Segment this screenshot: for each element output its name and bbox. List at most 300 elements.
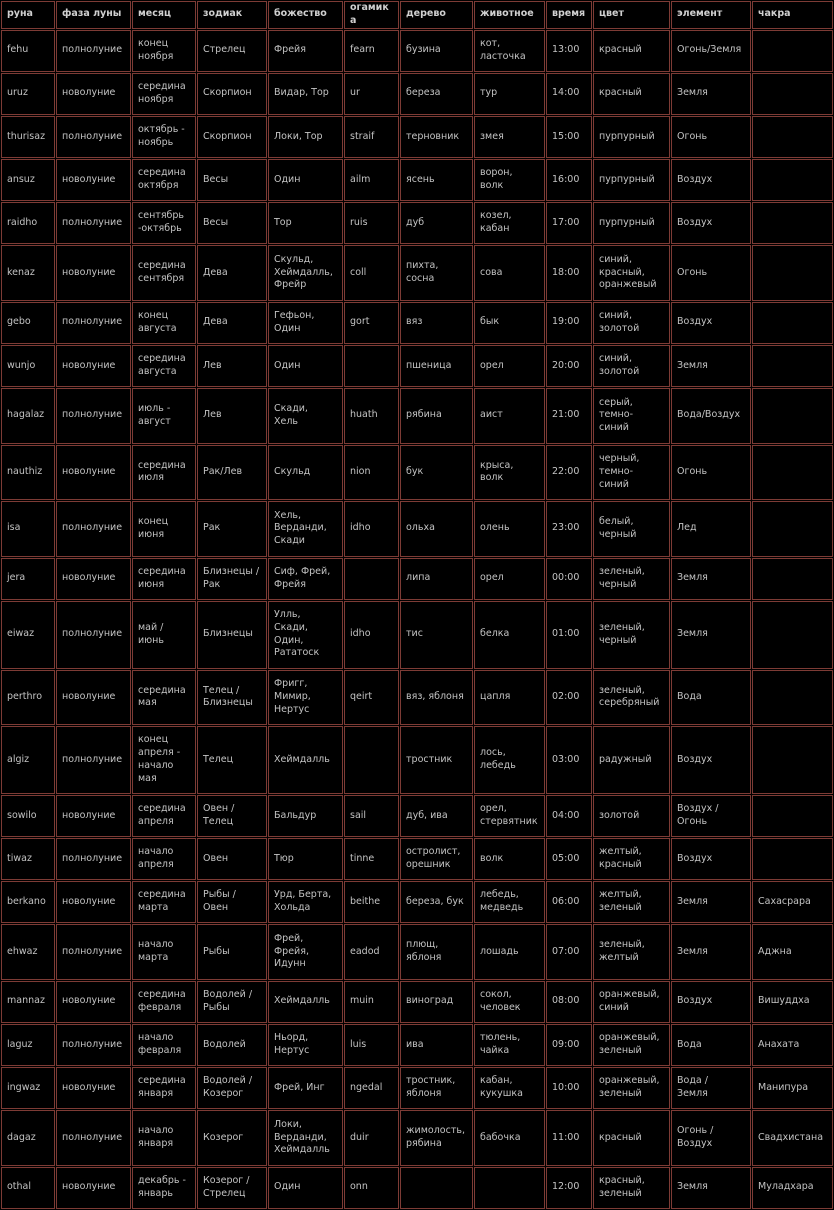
- cell-chakra: [752, 445, 833, 501]
- cell-ogham: luis: [344, 1024, 399, 1066]
- cell-moon-phase: новолуние: [56, 1167, 131, 1209]
- cell-moon-phase: полнолуние: [56, 30, 131, 72]
- cell-chakra: [752, 73, 833, 115]
- cell-ogham: ngedal: [344, 1067, 399, 1109]
- cell-deity: Бальдур: [268, 795, 343, 837]
- cell-deity: Локи, Верданди, Хеймдалль: [268, 1110, 343, 1166]
- cell-deity: Урд, Берта, Хольда: [268, 881, 343, 923]
- table-row: [1, 73, 833, 115]
- cell-moon-phase: новолуние: [56, 795, 131, 837]
- cell-rune: hagalaz: [1, 388, 55, 444]
- cell-color: серый, темно- синий: [593, 388, 670, 444]
- table-row: [1, 30, 833, 72]
- table-row: [1, 1167, 833, 1209]
- cell-element: Земля: [671, 1167, 751, 1209]
- cell-moon-phase: новолуние: [56, 345, 131, 387]
- cell-zodiac: Овен / Телец: [197, 795, 267, 837]
- cell-ogham: gort: [344, 302, 399, 344]
- cell-tree: липа: [400, 558, 473, 600]
- cell-element: Земля: [671, 558, 751, 600]
- cell-ogham: sail: [344, 795, 399, 837]
- cell-chakra: [752, 302, 833, 344]
- cell-element: Вода: [671, 1024, 751, 1066]
- cell-zodiac: Водолей: [197, 1024, 267, 1066]
- table-row: [1, 881, 833, 923]
- cell-color: желтый, зеленый: [593, 881, 670, 923]
- cell-month: середина ноября: [132, 73, 196, 115]
- cell-ogham: huath: [344, 388, 399, 444]
- cell-rune: mannaz: [1, 981, 55, 1023]
- cell-ogham: qeirt: [344, 670, 399, 726]
- cell-rune: kenaz: [1, 245, 55, 301]
- cell-zodiac: Козерог / Стрелец: [197, 1167, 267, 1209]
- cell-chakra: Анахата: [752, 1024, 833, 1066]
- cell-time: 00:00: [546, 558, 592, 600]
- cell-tree: жимолость, рябина: [400, 1110, 473, 1166]
- cell-rune: gebo: [1, 302, 55, 344]
- cell-rune: algiz: [1, 726, 55, 794]
- cell-time: 02:00: [546, 670, 592, 726]
- cell-month: середина февраля: [132, 981, 196, 1023]
- cell-color: желтый, красный: [593, 838, 670, 880]
- cell-color: зеленый, желтый: [593, 924, 670, 980]
- cell-element: Воздух: [671, 302, 751, 344]
- cell-animal: лошадь: [474, 924, 545, 980]
- cell-animal: тюлень, чайка: [474, 1024, 545, 1066]
- cell-tree: тростник, яблоня: [400, 1067, 473, 1109]
- cell-ogham: idho: [344, 501, 399, 557]
- cell-rune: laguz: [1, 1024, 55, 1066]
- cell-zodiac: Водолей / Рыбы: [197, 981, 267, 1023]
- cell-zodiac: Скорпион: [197, 116, 267, 158]
- cell-deity: Ньорд, Нертус: [268, 1024, 343, 1066]
- cell-month: середина августа: [132, 345, 196, 387]
- cell-zodiac: Овен: [197, 838, 267, 880]
- cell-month: начало марта: [132, 924, 196, 980]
- cell-zodiac: Рак: [197, 501, 267, 557]
- cell-element: Земля: [671, 924, 751, 980]
- cell-animal: орел, стервятник: [474, 795, 545, 837]
- cell-element: Вода/Воздух: [671, 388, 751, 444]
- cell-deity: Один: [268, 345, 343, 387]
- cell-zodiac: Дева: [197, 302, 267, 344]
- cell-moon-phase: новолуние: [56, 981, 131, 1023]
- cell-time: 20:00: [546, 345, 592, 387]
- cell-tree: тис: [400, 601, 473, 669]
- cell-element: Вода: [671, 670, 751, 726]
- cell-tree: бук: [400, 445, 473, 501]
- cell-animal: кот, ласточка: [474, 30, 545, 72]
- cell-color: зеленый, черный: [593, 558, 670, 600]
- cell-deity: Гефьон, Один: [268, 302, 343, 344]
- cell-zodiac: Рак/Лев: [197, 445, 267, 501]
- cell-time: 10:00: [546, 1067, 592, 1109]
- cell-month: середина июня: [132, 558, 196, 600]
- cell-zodiac: Телец: [197, 726, 267, 794]
- cell-animal: аист: [474, 388, 545, 444]
- cell-chakra: Манипура: [752, 1067, 833, 1109]
- cell-ogham: idho: [344, 601, 399, 669]
- cell-zodiac: Рыбы: [197, 924, 267, 980]
- cell-rune: ingwaz: [1, 1067, 55, 1109]
- cell-ogham: fearn: [344, 30, 399, 72]
- cell-chakra: [752, 202, 833, 244]
- cell-animal: кабан, кукушка: [474, 1067, 545, 1109]
- cell-moon-phase: новолуние: [56, 881, 131, 923]
- column-header-month: месяц: [132, 1, 196, 29]
- cell-tree: дуб: [400, 202, 473, 244]
- cell-color: белый, черный: [593, 501, 670, 557]
- cell-time: 03:00: [546, 726, 592, 794]
- cell-ogham: onn: [344, 1167, 399, 1209]
- column-header-animal: животное: [474, 1, 545, 29]
- column-header-ogham: огамика: [344, 1, 399, 29]
- cell-rune: fehu: [1, 30, 55, 72]
- cell-tree: ольха: [400, 501, 473, 557]
- table-row: [1, 795, 833, 837]
- cell-chakra: Свадхистана: [752, 1110, 833, 1166]
- cell-rune: berkano: [1, 881, 55, 923]
- cell-zodiac: Лев: [197, 388, 267, 444]
- cell-color: пурпурный: [593, 202, 670, 244]
- cell-time: 21:00: [546, 388, 592, 444]
- cell-tree: плющ, яблоня: [400, 924, 473, 980]
- table-row: [1, 116, 833, 158]
- cell-moon-phase: новолуние: [56, 558, 131, 600]
- cell-ogham: nion: [344, 445, 399, 501]
- cell-zodiac: Стрелец: [197, 30, 267, 72]
- cell-rune: ansuz: [1, 159, 55, 201]
- cell-zodiac: Телец / Близнецы: [197, 670, 267, 726]
- cell-animal: волк: [474, 838, 545, 880]
- cell-element: Вода / Земля: [671, 1067, 751, 1109]
- cell-ogham: ur: [344, 73, 399, 115]
- cell-time: 18:00: [546, 245, 592, 301]
- cell-deity: Улль, Скади, Один, Рататоск: [268, 601, 343, 669]
- table-row: [1, 245, 833, 301]
- cell-time: 14:00: [546, 73, 592, 115]
- cell-ogham: [344, 726, 399, 794]
- cell-element: Воздух: [671, 838, 751, 880]
- cell-zodiac: Близнецы / Рак: [197, 558, 267, 600]
- cell-zodiac: Скорпион: [197, 73, 267, 115]
- header-row: [1, 1, 833, 29]
- cell-rune: dagaz: [1, 1110, 55, 1166]
- cell-rune: isa: [1, 501, 55, 557]
- cell-color: зеленый, черный: [593, 601, 670, 669]
- cell-time: 15:00: [546, 116, 592, 158]
- table-row: [1, 838, 833, 880]
- cell-tree: рябина: [400, 388, 473, 444]
- cell-element: Воздух: [671, 981, 751, 1023]
- cell-chakra: Аджна: [752, 924, 833, 980]
- cell-chakra: [752, 838, 833, 880]
- cell-month: конец апреля - начало мая: [132, 726, 196, 794]
- cell-tree: терновник: [400, 116, 473, 158]
- table-row: [1, 388, 833, 444]
- cell-rune: wunjo: [1, 345, 55, 387]
- cell-deity: Скади, Хель: [268, 388, 343, 444]
- cell-chakra: Сахасрара: [752, 881, 833, 923]
- table-row: [1, 345, 833, 387]
- cell-month: середина марта: [132, 881, 196, 923]
- cell-rune: uruz: [1, 73, 55, 115]
- table-row: [1, 558, 833, 600]
- cell-deity: Фрейя: [268, 30, 343, 72]
- cell-time: 01:00: [546, 601, 592, 669]
- cell-color: пурпурный: [593, 159, 670, 201]
- cell-element: Земля: [671, 881, 751, 923]
- cell-zodiac: Дева: [197, 245, 267, 301]
- column-header-deity: божество: [268, 1, 343, 29]
- cell-chakra: [752, 601, 833, 669]
- cell-animal: змея: [474, 116, 545, 158]
- cell-element: Огонь: [671, 445, 751, 501]
- cell-animal: бабочка: [474, 1110, 545, 1166]
- cell-tree: ива: [400, 1024, 473, 1066]
- table-row: [1, 670, 833, 726]
- cell-month: середина апреля: [132, 795, 196, 837]
- cell-deity: Сиф, Фрей, Фрейя: [268, 558, 343, 600]
- cell-time: 09:00: [546, 1024, 592, 1066]
- cell-deity: Тор: [268, 202, 343, 244]
- column-header-chakra: чакра: [752, 1, 833, 29]
- cell-deity: Хель, Верданди, Скади: [268, 501, 343, 557]
- cell-deity: Хеймдалль: [268, 726, 343, 794]
- cell-moon-phase: новолуние: [56, 159, 131, 201]
- cell-zodiac: Козерог: [197, 1110, 267, 1166]
- cell-rune: tiwaz: [1, 838, 55, 880]
- cell-tree: ясень: [400, 159, 473, 201]
- cell-rune: nauthiz: [1, 445, 55, 501]
- cell-chakra: [752, 245, 833, 301]
- cell-chakra: [752, 501, 833, 557]
- cell-color: золотой: [593, 795, 670, 837]
- cell-ogham: coll: [344, 245, 399, 301]
- cell-tree: береза, бук: [400, 881, 473, 923]
- cell-tree: дуб, ива: [400, 795, 473, 837]
- column-header-rune: руна: [1, 1, 55, 29]
- cell-element: Земля: [671, 345, 751, 387]
- cell-element: Воздух: [671, 202, 751, 244]
- cell-moon-phase: полнолуние: [56, 838, 131, 880]
- cell-color: красный: [593, 30, 670, 72]
- cell-deity: Фригг, Мимир, Нертус: [268, 670, 343, 726]
- cell-animal: лось, лебедь: [474, 726, 545, 794]
- cell-chakra: [752, 558, 833, 600]
- cell-color: красный: [593, 73, 670, 115]
- cell-chakra: [752, 159, 833, 201]
- column-header-moon-phase: фаза луны: [56, 1, 131, 29]
- cell-color: радужный: [593, 726, 670, 794]
- cell-color: красный: [593, 1110, 670, 1166]
- table-row: [1, 445, 833, 501]
- cell-element: Воздух / Огонь: [671, 795, 751, 837]
- cell-time: 13:00: [546, 30, 592, 72]
- cell-month: середина июля: [132, 445, 196, 501]
- cell-deity: Фрей, Инг: [268, 1067, 343, 1109]
- cell-time: 19:00: [546, 302, 592, 344]
- cell-chakra: Муладхара: [752, 1167, 833, 1209]
- cell-ogham: eadod: [344, 924, 399, 980]
- cell-tree: вяз, яблоня: [400, 670, 473, 726]
- cell-element: Земля: [671, 73, 751, 115]
- cell-moon-phase: новолуние: [56, 1067, 131, 1109]
- cell-zodiac: Рыбы / Овен: [197, 881, 267, 923]
- cell-month: начало января: [132, 1110, 196, 1166]
- cell-chakra: Вишуддха: [752, 981, 833, 1023]
- cell-ogham: tinne: [344, 838, 399, 880]
- cell-animal: сокол, человек: [474, 981, 545, 1023]
- cell-time: 17:00: [546, 202, 592, 244]
- cell-moon-phase: полнолуние: [56, 726, 131, 794]
- cell-moon-phase: полнолуние: [56, 501, 131, 557]
- cell-rune: ehwaz: [1, 924, 55, 980]
- cell-moon-phase: полнолуние: [56, 601, 131, 669]
- cell-deity: Один: [268, 159, 343, 201]
- cell-month: конец ноября: [132, 30, 196, 72]
- cell-animal: тур: [474, 73, 545, 115]
- cell-color: оранжевый, синий: [593, 981, 670, 1023]
- cell-animal: бык: [474, 302, 545, 344]
- cell-element: Огонь: [671, 245, 751, 301]
- cell-deity: Скульд: [268, 445, 343, 501]
- table-row: [1, 924, 833, 980]
- table-body: [1, 30, 833, 1209]
- cell-chakra: [752, 345, 833, 387]
- cell-zodiac: Весы: [197, 159, 267, 201]
- cell-animal: [474, 1167, 545, 1209]
- cell-animal: крыса, волк: [474, 445, 545, 501]
- cell-deity: Один: [268, 1167, 343, 1209]
- table-row: [1, 981, 833, 1023]
- cell-time: 23:00: [546, 501, 592, 557]
- cell-animal: орел: [474, 558, 545, 600]
- cell-tree: [400, 1167, 473, 1209]
- cell-zodiac: Лев: [197, 345, 267, 387]
- cell-ogham: ruis: [344, 202, 399, 244]
- cell-color: черный, темно- синий: [593, 445, 670, 501]
- cell-rune: perthro: [1, 670, 55, 726]
- table-row: [1, 501, 833, 557]
- cell-zodiac: Весы: [197, 202, 267, 244]
- table-row: [1, 726, 833, 794]
- cell-month: середина сентября: [132, 245, 196, 301]
- cell-deity: Видар, Тор: [268, 73, 343, 115]
- column-header-color: цвет: [593, 1, 670, 29]
- cell-tree: виноград: [400, 981, 473, 1023]
- cell-element: Огонь: [671, 116, 751, 158]
- cell-ogham: beithe: [344, 881, 399, 923]
- cell-color: красный, зеленый: [593, 1167, 670, 1209]
- cell-month: конец июня: [132, 501, 196, 557]
- cell-moon-phase: полнолуние: [56, 924, 131, 980]
- cell-tree: вяз: [400, 302, 473, 344]
- cell-ogham: duir: [344, 1110, 399, 1166]
- table-row: [1, 601, 833, 669]
- cell-deity: Локи, Тор: [268, 116, 343, 158]
- cell-month: июль - август: [132, 388, 196, 444]
- cell-element: Воздух: [671, 726, 751, 794]
- cell-chakra: [752, 30, 833, 72]
- column-header-zodiac: зодиак: [197, 1, 267, 29]
- table-row: [1, 159, 833, 201]
- cell-time: 12:00: [546, 1167, 592, 1209]
- cell-deity: Фрей, Фрейя, Идунн: [268, 924, 343, 980]
- cell-month: май / июнь: [132, 601, 196, 669]
- cell-ogham: [344, 558, 399, 600]
- cell-color: оранжевый, зеленый: [593, 1067, 670, 1109]
- cell-element: Воздух: [671, 159, 751, 201]
- cell-time: 16:00: [546, 159, 592, 201]
- cell-time: 22:00: [546, 445, 592, 501]
- cell-time: 04:00: [546, 795, 592, 837]
- cell-month: середина мая: [132, 670, 196, 726]
- cell-zodiac: Водолей / Козерог: [197, 1067, 267, 1109]
- cell-deity: Скульд, Хеймдалль, Фрейр: [268, 245, 343, 301]
- table-row: [1, 1067, 833, 1109]
- cell-rune: jera: [1, 558, 55, 600]
- cell-moon-phase: новолуние: [56, 245, 131, 301]
- cell-moon-phase: полнолуние: [56, 388, 131, 444]
- cell-ogham: [344, 345, 399, 387]
- cell-moon-phase: новолуние: [56, 73, 131, 115]
- cell-moon-phase: новолуние: [56, 445, 131, 501]
- cell-color: оранжевый, зеленый: [593, 1024, 670, 1066]
- cell-month: середина октября: [132, 159, 196, 201]
- column-header-element: элемент: [671, 1, 751, 29]
- cell-element: Лед: [671, 501, 751, 557]
- cell-animal: козел, кабан: [474, 202, 545, 244]
- cell-month: середина января: [132, 1067, 196, 1109]
- cell-color: зеленый, серебряный: [593, 670, 670, 726]
- cell-element: Огонь/Земля: [671, 30, 751, 72]
- cell-chakra: [752, 795, 833, 837]
- cell-tree: береза: [400, 73, 473, 115]
- cell-animal: белка: [474, 601, 545, 669]
- cell-animal: лебедь, медведь: [474, 881, 545, 923]
- table-row: [1, 302, 833, 344]
- cell-color: синий, золотой: [593, 345, 670, 387]
- cell-color: синий, золотой: [593, 302, 670, 344]
- cell-time: 08:00: [546, 981, 592, 1023]
- cell-deity: Хеймдалль: [268, 981, 343, 1023]
- cell-animal: цапля: [474, 670, 545, 726]
- cell-animal: сова: [474, 245, 545, 301]
- table-row: [1, 1024, 833, 1066]
- cell-month: начало апреля: [132, 838, 196, 880]
- table-header: [1, 1, 833, 29]
- cell-ogham: muin: [344, 981, 399, 1023]
- cell-zodiac: Близнецы: [197, 601, 267, 669]
- cell-tree: бузина: [400, 30, 473, 72]
- cell-time: 05:00: [546, 838, 592, 880]
- cell-moon-phase: полнолуние: [56, 202, 131, 244]
- cell-element: Огонь / Воздух: [671, 1110, 751, 1166]
- cell-tree: пихта, сосна: [400, 245, 473, 301]
- cell-time: 06:00: [546, 881, 592, 923]
- column-header-time: время: [546, 1, 592, 29]
- cell-moon-phase: полнолуние: [56, 302, 131, 344]
- cell-moon-phase: новолуние: [56, 670, 131, 726]
- cell-animal: ворон, волк: [474, 159, 545, 201]
- cell-month: сентябрь -октябрь: [132, 202, 196, 244]
- cell-time: 11:00: [546, 1110, 592, 1166]
- cell-animal: орел: [474, 345, 545, 387]
- cell-color: пурпурный: [593, 116, 670, 158]
- cell-month: начало февраля: [132, 1024, 196, 1066]
- cell-moon-phase: полнолуние: [56, 116, 131, 158]
